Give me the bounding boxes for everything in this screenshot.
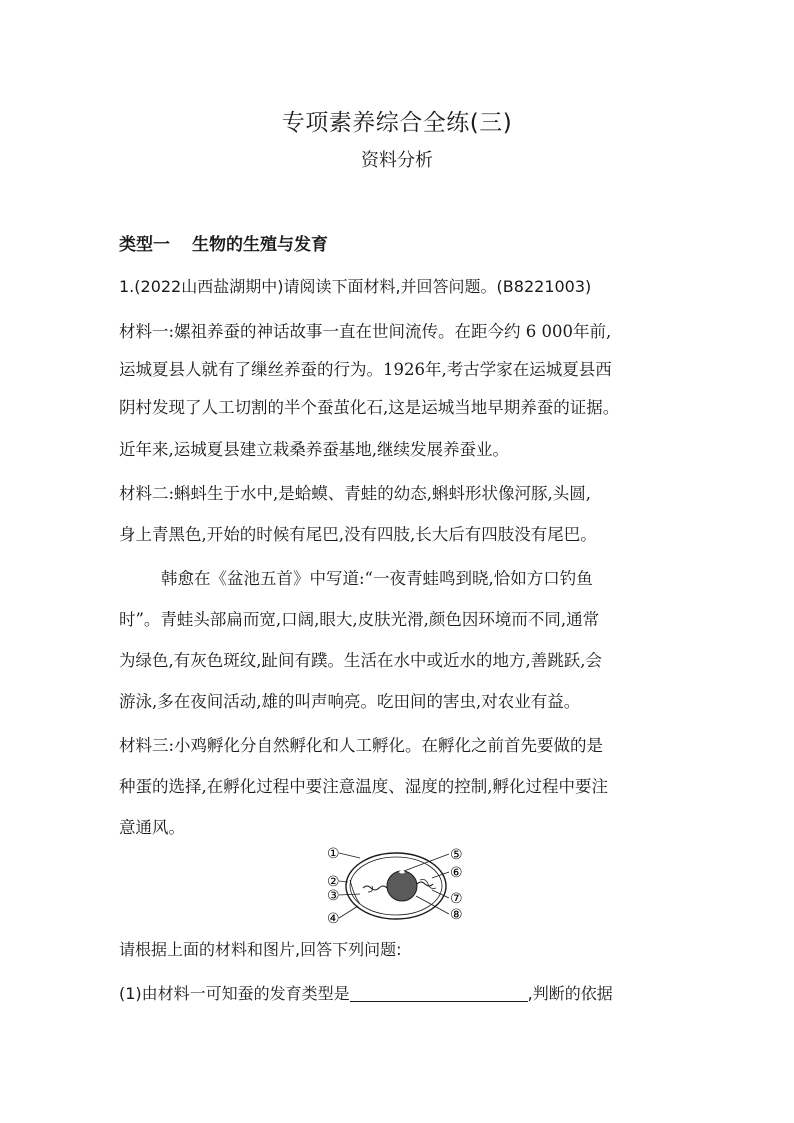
- material-line: 韩愈在《盆池五首》中写道:“一夜青蛙鸣到晓,恰如方口钓鱼: [161, 569, 593, 588]
- figure-label: ③: [327, 888, 340, 904]
- material-line: 为绿色,有灰色斑纹,趾间有蹼。生活在水中或近水的地方,善跳跃,会: [119, 651, 602, 670]
- egg-diagram: [320, 844, 470, 928]
- material-line: 身上青黑色,开始的时候有尾巴,没有四肢,长大后有四肢没有尾巴。: [119, 525, 597, 544]
- material-line: 意通风。: [119, 818, 185, 837]
- figure-label: ②: [327, 874, 340, 890]
- material-line: 游泳,多在夜间活动,雄的叫声响亮。吃田间的害虫,对农业有益。: [119, 692, 581, 711]
- material-line: 材料三:小鸡孵化分自然孵化和人工孵化。在孵化之前首先要做的是: [119, 736, 604, 755]
- section-name: 类型一: [119, 235, 170, 255]
- sub-question-1-after: ,判断的依据: [527, 984, 613, 1003]
- section-heading: [119, 230, 328, 255]
- question-prompt: 请根据上面的材料和图片,回答下列问题:: [119, 940, 402, 959]
- question-header: 1.(2022山西盐湖期中)请阅读下面材料,并回答问题。(B8221003): [119, 277, 592, 296]
- material-line: 时”。青蛙头部扁而宽,口阔,眼大,皮肤光滑,颜色因环境而不同,通常: [119, 610, 600, 629]
- sub-question-1-before: (1)由材料一可知蚕的发育类型是: [119, 984, 350, 1003]
- figure-label: ⑦: [450, 891, 463, 907]
- answer-blank[interactable]: [350, 983, 528, 1002]
- material-line: 材料二:蝌蚪生于水中,是蛤蟆、青蛙的幼态,蝌蚪形状像河豚,头圆,: [119, 484, 592, 503]
- material-line: 近年来,运城夏县建立栽桑养蚕基地,继续发展养蚕业。: [119, 440, 509, 459]
- material-line: 材料一:嫘祖养蚕的神话故事一直在世间流传。在距今约 6 000年前,: [119, 322, 612, 341]
- sub-question-1: [119, 981, 613, 1004]
- material-line: 种蛋的选择,在孵化过程中要注意温度、湿度的控制,孵化过程中要注: [119, 777, 608, 796]
- figure-label: ①: [327, 846, 340, 862]
- figure-label: ⑧: [450, 907, 463, 923]
- figure-label: ⑥: [450, 865, 463, 881]
- page-subtitle: 资料分析: [361, 150, 433, 171]
- material-line: 运城夏县人就有了缫丝养蚕的行为。1926年,考古学家在运城夏县西: [119, 360, 612, 379]
- figure-label: ④: [327, 911, 340, 927]
- material-line: 阴村发现了人工切割的半个蚕茧化石,这是运城当地早期养蚕的证据。: [119, 398, 620, 417]
- figure-label: ⑤: [450, 847, 463, 863]
- page-title: 专项素养综合全练(三): [281, 110, 513, 136]
- section-topic: 生物的生殖与发育: [192, 235, 328, 255]
